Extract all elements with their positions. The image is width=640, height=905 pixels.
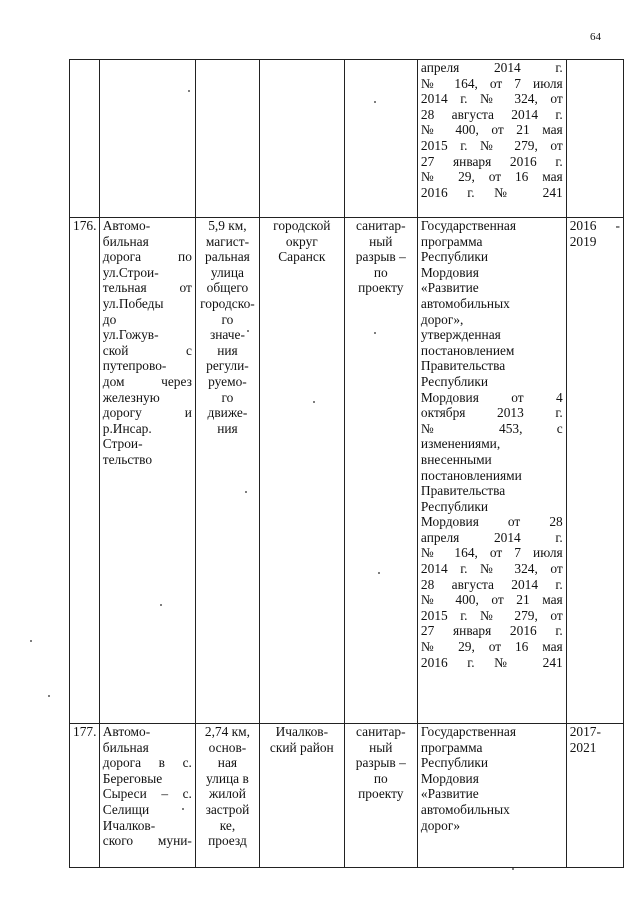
- legal-basis-line: октября 2013 г.: [420, 405, 563, 421]
- object-parameters-line: общего: [206, 280, 249, 296]
- object-parameters-line: улица: [210, 264, 244, 280]
- legal-basis-line: № 164, от 7 июля: [420, 75, 563, 91]
- object-parameters-line: застрой: [205, 801, 250, 817]
- implementation-period-cell: [566, 218, 623, 724]
- legal-basis-line: утвержденная: [420, 327, 501, 343]
- legal-basis-line: 2014 г. № 324, от: [420, 91, 563, 107]
- legal-basis-line: автомобильных: [420, 801, 510, 817]
- object-location-line: ский район: [269, 739, 334, 755]
- object-name-line: бильная: [102, 739, 149, 755]
- scan-speck: [374, 101, 376, 103]
- object-name-line: ул.Гожув-: [102, 327, 159, 343]
- implementation-period-cell: [566, 60, 623, 218]
- object-parameters-line: ная: [217, 755, 238, 771]
- object-name-line: тельство: [102, 451, 153, 467]
- zone-characteristics-cell: [344, 724, 417, 868]
- object-name-line: железную: [102, 389, 160, 405]
- object-name-line: Береговые: [102, 770, 163, 786]
- object-name-line: Автомо-: [102, 724, 151, 739]
- zone-characteristics-line: разрыв –: [355, 249, 406, 265]
- object-parameters-line: проезд: [208, 833, 247, 849]
- object-name-line: до: [102, 311, 117, 327]
- zone-characteristics-line: санитар-: [356, 724, 406, 739]
- legal-basis-cell: [417, 218, 566, 724]
- object-name-line: ул.Строи-: [102, 264, 159, 280]
- legal-basis-line: № 164, от 7 июля: [420, 545, 563, 561]
- object-parameters-line: го: [221, 389, 234, 405]
- scan-speck: [313, 401, 315, 403]
- object-name-line: тельная от: [102, 280, 192, 296]
- projects-table: [69, 59, 624, 868]
- object-parameters-line: го: [221, 311, 234, 327]
- object-parameters-line: жилой: [208, 786, 246, 802]
- object-name-line: Сыреси – с.: [102, 786, 192, 802]
- object-name-line: р.Инсар.: [102, 420, 152, 436]
- object-location-line: Саранск: [278, 249, 326, 265]
- legal-basis-line: 2016 г. № 241: [420, 184, 563, 200]
- scan-speck: [374, 332, 376, 334]
- legal-basis-line: «Развитие: [420, 280, 479, 296]
- zone-characteristics-line: ный: [369, 739, 393, 755]
- legal-basis-line: 2015 г. № 279, от: [420, 137, 563, 153]
- object-parameters-line: магист-: [205, 233, 250, 249]
- row-number-cell: [70, 60, 100, 218]
- legal-basis-line: 28 августа 2014 г.: [420, 106, 563, 122]
- object-parameters-line: руемо-: [208, 373, 247, 389]
- zone-characteristics-line: по: [373, 770, 388, 786]
- legal-basis-line: программа: [420, 233, 483, 249]
- legal-basis-cell: [417, 60, 566, 218]
- table-row: [70, 60, 624, 218]
- legal-basis-line: № 29, от 16 мая: [420, 639, 563, 655]
- zone-characteristics-cell: [344, 60, 417, 218]
- object-parameters-line: 5,9 км,: [208, 218, 247, 233]
- object-parameters-line: ния: [217, 342, 238, 358]
- legal-basis-line: изменениями,: [420, 436, 501, 452]
- legal-basis-line: внесенными: [420, 451, 492, 467]
- object-name-cell: [99, 724, 195, 868]
- legal-basis-line: № 400, от 21 мая: [420, 592, 563, 608]
- object-name-line: Селищи: [102, 801, 150, 817]
- scan-speck: [188, 90, 190, 92]
- legal-basis-line: 28 августа 2014 г.: [420, 576, 563, 592]
- object-parameters-cell: [195, 60, 259, 218]
- zone-characteristics-line: проекту: [358, 786, 404, 802]
- legal-basis-line: Республики: [420, 249, 489, 265]
- scan-speck: [160, 604, 162, 606]
- object-name-line: Автомо-: [102, 218, 151, 233]
- object-parameters-line: ния: [217, 420, 238, 436]
- row-number: 177.: [73, 724, 97, 739]
- legal-basis-line: «Развитие: [420, 786, 479, 802]
- legal-basis-cell: [417, 724, 566, 868]
- legal-basis-line: Государственная: [420, 724, 517, 739]
- implementation-period-line: 2017-: [569, 724, 601, 739]
- implementation-period-cell: [566, 724, 623, 868]
- legal-basis-line: постановлениями: [420, 467, 522, 483]
- legal-basis-line: Мордовия от 28: [420, 514, 563, 530]
- row-number-cell: [70, 724, 100, 868]
- scan-speck: [245, 491, 247, 493]
- object-parameters-line: ке,: [219, 817, 236, 833]
- object-name-line: бильная: [102, 233, 149, 249]
- object-name-line: Ичалков-: [102, 817, 156, 833]
- legal-basis-line: 2016 г. № 241: [420, 654, 563, 670]
- object-parameters-cell: [195, 218, 259, 724]
- table-row: [70, 724, 624, 868]
- legal-basis-line: Государственная: [420, 218, 517, 233]
- object-parameters-line: движе-: [207, 405, 248, 421]
- legal-basis-line: дорог»,: [420, 311, 464, 327]
- zone-characteristics-line: проекту: [358, 280, 404, 296]
- implementation-period-line: 2021: [569, 739, 597, 755]
- legal-basis-line: Мордовия: [420, 264, 479, 280]
- row-number: 176.: [73, 218, 97, 233]
- object-name-line: ской с: [102, 342, 192, 358]
- legal-basis-line: Правительства: [420, 358, 506, 374]
- legal-basis-line: автомобильных: [420, 295, 510, 311]
- zone-characteristics-line: ный: [369, 233, 393, 249]
- object-parameters-line: основ-: [208, 739, 247, 755]
- object-name-line: Строи-: [102, 436, 143, 452]
- object-parameters-cell: [195, 724, 259, 868]
- object-parameters-line: регули-: [206, 358, 249, 374]
- legal-basis-line: Мордовия от 4: [420, 389, 563, 405]
- scan-speck: [512, 868, 514, 870]
- scan-speck: [48, 695, 50, 697]
- row-number-cell: [70, 218, 100, 724]
- legal-basis-line: № 453, с: [420, 420, 563, 436]
- zone-characteristics-cell: [344, 218, 417, 724]
- implementation-period-line: 2019: [569, 233, 597, 249]
- object-name-line: ского муни-: [102, 833, 192, 849]
- object-location-line: городской: [273, 218, 331, 233]
- legal-basis-line: апреля 2014 г.: [420, 60, 563, 75]
- implementation-period-line: 2016 -: [569, 218, 620, 233]
- object-parameters-line: значе-: [209, 327, 245, 343]
- zone-characteristics-line: разрыв –: [355, 755, 406, 771]
- object-name-line: дорога в с.: [102, 755, 192, 771]
- object-parameters-line: 2,74 км,: [204, 724, 250, 739]
- object-name-line: ул.Победы: [102, 295, 164, 311]
- legal-basis-line: Республики: [420, 373, 489, 389]
- object-name-cell: [99, 60, 195, 218]
- legal-basis-line: постановлением: [420, 342, 515, 358]
- legal-basis-line: № 29, от 16 мая: [420, 169, 563, 185]
- zone-characteristics-line: санитар-: [356, 218, 406, 233]
- scan-speck: [30, 640, 32, 642]
- scan-speck: [378, 572, 380, 574]
- table-row: [70, 218, 624, 724]
- page-number: 64: [590, 31, 601, 43]
- object-parameters-line: улица в: [206, 770, 249, 786]
- object-name-line: дорога по: [102, 249, 192, 265]
- legal-basis-line: 2015 г. № 279, от: [420, 607, 563, 623]
- legal-basis-line: 2014 г. № 324, от: [420, 561, 563, 577]
- legal-basis-line: программа: [420, 739, 483, 755]
- legal-basis-line: апреля 2014 г.: [420, 529, 563, 545]
- object-location-cell: [259, 724, 344, 868]
- object-name-line: дорогу и: [102, 405, 192, 421]
- object-location-cell: [259, 218, 344, 724]
- legal-basis-line: Правительства: [420, 483, 506, 499]
- legal-basis-line: дорог»: [420, 817, 461, 833]
- object-parameters-line: городско-: [200, 295, 255, 311]
- object-parameters-line: ральная: [205, 249, 250, 265]
- legal-basis-line: Мордовия: [420, 770, 479, 786]
- scan-speck: [182, 808, 184, 810]
- object-name-line: дом через: [102, 373, 192, 389]
- legal-basis-line: Республики: [420, 755, 489, 771]
- object-location-line: округ: [285, 233, 318, 249]
- object-location-line: Ичалков-: [275, 724, 329, 739]
- legal-basis-line: 27 января 2016 г.: [420, 623, 563, 639]
- object-name-cell: [99, 218, 195, 724]
- object-name-line: путепрово-: [102, 358, 167, 374]
- legal-basis-line: Республики: [420, 498, 489, 514]
- object-location-cell: [259, 60, 344, 218]
- zone-characteristics-line: по: [373, 264, 388, 280]
- scan-speck: [247, 330, 249, 332]
- legal-basis-line: 27 января 2016 г.: [420, 153, 563, 169]
- legal-basis-line: № 400, от 21 мая: [420, 122, 563, 138]
